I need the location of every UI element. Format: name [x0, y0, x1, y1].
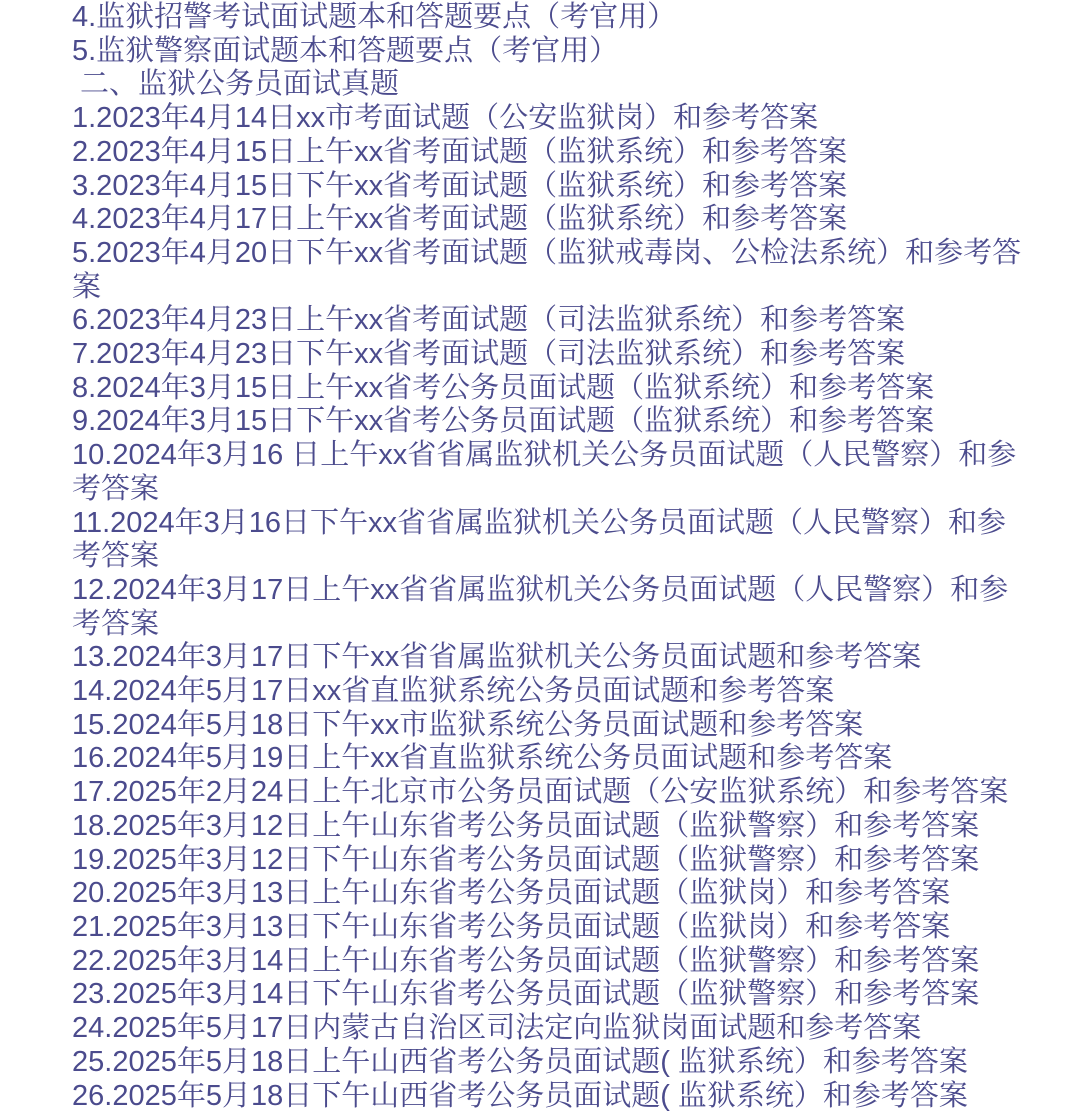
list-line: 13.2024年3月17日下午xx省省属监狱机关公务员面试题和参考答案: [72, 641, 1030, 675]
list-line: 7.2023年4月23日下午xx省考面试题（司法监狱系统）和参考答案: [72, 338, 1030, 372]
list-line: 4.监狱招警考试面试题本和答题要点（考官用）: [72, 1, 1030, 35]
list-line: 15.2024年5月18日下午xx市监狱系统公务员面试题和参考答案: [72, 709, 1030, 743]
list-line: 14.2024年5月17日xx省直监狱系统公务员面试题和参考答案: [72, 675, 1030, 709]
list-line: 5.监狱警察面试题本和答题要点（考官用）: [72, 35, 1030, 69]
list-line: 17.2025年2月24日上午北京市公务员面试题（公安监狱系统）和参考答案: [72, 776, 1030, 810]
list-line: 25.2025年5月18日上午山西省考公务员面试题( 监狱系统）和参考答案: [72, 1046, 1030, 1080]
list-line: 1.2023年4月14日xx市考面试题（公安监狱岗）和参考答案: [72, 102, 1030, 136]
list-line: 22.2025年3月14日上午山东省考公务员面试题（监狱警察）和参考答案: [72, 945, 1030, 979]
list-line: 3.2023年4月15日下午xx省考面试题（监狱系统）和参考答案: [72, 170, 1030, 204]
list-line: 21.2025年3月13日下午山东省考公务员面试题（监狱岗）和参考答案: [72, 911, 1030, 945]
list-line: 2.2023年4月15日上午xx省考面试题（监狱系统）和参考答案: [72, 136, 1030, 170]
list-line: 11.2024年3月16日下午xx省省属监狱机关公务员面试题（人民警察）和参考答案: [72, 507, 1030, 574]
list-line: 9.2024年3月15日下午xx省考公务员面试题（监狱系统）和参考答案: [72, 405, 1030, 439]
list-line: 19.2025年3月12日下午山东省考公务员面试题（监狱警察）和参考答案: [72, 844, 1030, 878]
list-line: 20.2025年3月13日上午山东省考公务员面试题（监狱岗）和参考答案: [72, 877, 1030, 911]
list-line: 26.2025年5月18日下午山西省考公务员面试题( 监狱系统）和参考答案: [72, 1080, 1030, 1113]
list-line: 5.2023年4月20日下午xx省考面试题（监狱戒毒岗、公检法系统）和参考答案: [72, 237, 1030, 304]
list-line: 10.2024年3月16 日上午xx省省属监狱机关公务员面试题（人民警察）和参考答案: [72, 439, 1030, 506]
list-line: 6.2023年4月23日上午xx省考面试题（司法监狱系统）和参考答案: [72, 304, 1030, 338]
list-line: 23.2025年3月14日下午山东省考公务员面试题（监狱警察）和参考答案: [72, 978, 1030, 1012]
section-heading: 二、监狱公务员面试真题: [72, 68, 1030, 102]
list-line: 8.2024年3月15日上午xx省考公务员面试题（监狱系统）和参考答案: [72, 372, 1030, 406]
document-list: [72, 1, 1030, 1113]
list-line: 18.2025年3月12日上午山东省考公务员面试题（监狱警察）和参考答案: [72, 810, 1030, 844]
list-line: 16.2024年5月19日上午xx省直监狱系统公务员面试题和参考答案: [72, 742, 1030, 776]
list-line: 4.2023年4月17日上午xx省考面试题（监狱系统）和参考答案: [72, 203, 1030, 237]
list-line: 24.2025年5月17日内蒙古自治区司法定向监狱岗面试题和参考答案: [72, 1012, 1030, 1046]
list-line: 12.2024年3月17日上午xx省省属监狱机关公务员面试题（人民警察）和参考答案: [72, 574, 1030, 641]
